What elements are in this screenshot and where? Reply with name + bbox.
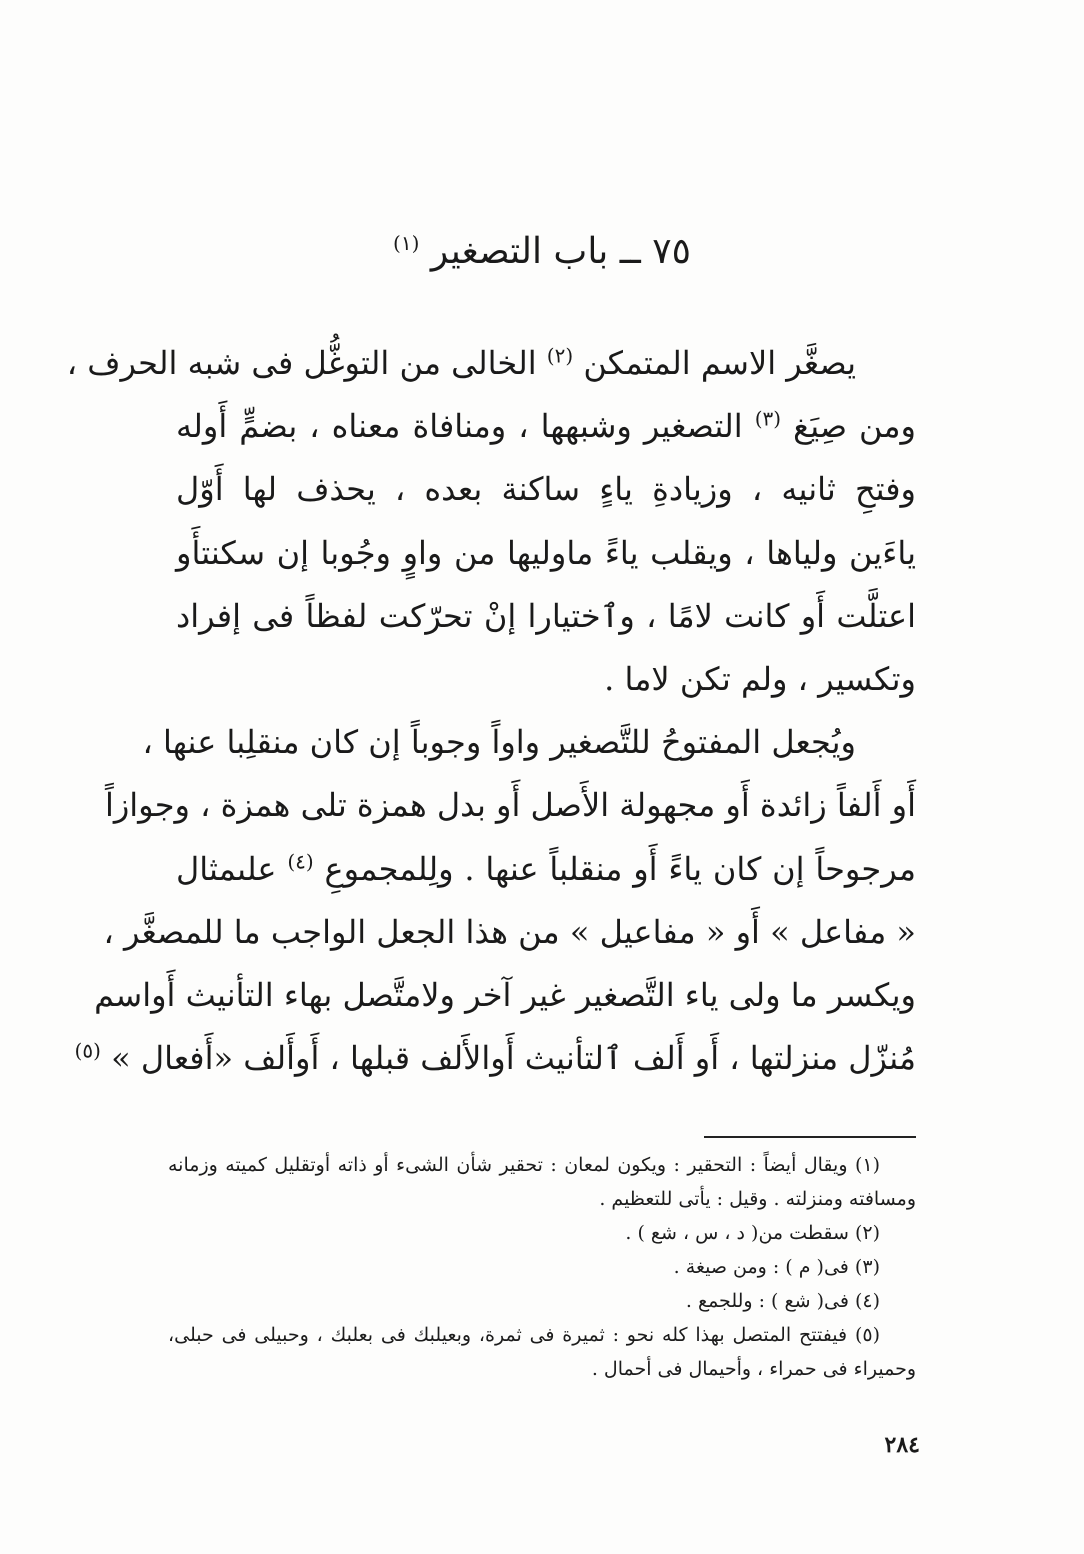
body-line-continuation: علىمثال bbox=[176, 849, 288, 888]
body-line-continuation: التصغير وشبهها ، ومنافاة معناه ، بضمٍّ أَوله bbox=[176, 407, 755, 446]
body-line bbox=[66, 332, 916, 395]
body-line bbox=[103, 901, 916, 964]
chapter-title bbox=[0, 228, 1084, 276]
footnotes bbox=[168, 1148, 916, 1386]
footnote-line: (٢) سقطت من( د ، س ، شع ) . bbox=[625, 1222, 880, 1244]
body-line-text: أَو أَلفاً زائدة أَو مجهولة الأَصل أَو بدل همزة تلى همزة ، وجوازاً bbox=[104, 786, 916, 825]
body-text bbox=[66, 332, 917, 1090]
body-line bbox=[176, 585, 916, 648]
body-line-text: وتكسير ، ولم تكن لاما . bbox=[604, 659, 916, 698]
chapter-title-text: ٧٥ ــ باب التصغير bbox=[430, 231, 691, 272]
body-line bbox=[94, 964, 916, 1027]
body-line bbox=[176, 458, 916, 521]
body-line bbox=[176, 395, 916, 458]
body-line-text: ومن صِيَغ bbox=[793, 407, 917, 446]
footnote-ref: (٤) bbox=[287, 848, 314, 873]
body-line-text: يصغَّر الاسم المتمكن bbox=[583, 344, 856, 382]
footnote-ref: (٢) bbox=[546, 343, 574, 368]
body-line-text: ويُجعل المفتوحُ للتَّصغير واواً وجوباً إن كان منقلِبا عنها ، bbox=[142, 723, 856, 762]
body-line-text: وفتحِ ثانيه ، وزيادةِ ياءٍ ساكنة بعده ، يحذف لها أَوّل bbox=[176, 470, 916, 509]
body-line bbox=[104, 774, 916, 837]
body-line-text: « مفاعل » أَو « مفاعيل » من هذا الجعل الواجب ما للمصغَّر ، bbox=[103, 912, 916, 951]
footnote-ref: (٥) bbox=[74, 1038, 101, 1063]
body-line bbox=[142, 711, 916, 774]
footnote-line: (١) ويقال أيضاً : التحقير : ويكون لمعان : تحقير شأن الشىء أو ذاته أوتقليل كميته وزمانه bbox=[168, 1154, 880, 1176]
body-line bbox=[176, 522, 916, 585]
footnote-line: ومسافته ومنزلته . وقيل : يأتى للتعظيم . bbox=[599, 1188, 916, 1210]
body-line-text: اعتلَّت أَو كانت لامًا ، وٱختيارا إنْ تحرّكت لفظاً فى إفراد bbox=[176, 596, 916, 635]
body-line-text: مرجوحاً إن كان ياءً أَو منقلباً عنها . ولِلمجموعِ bbox=[324, 849, 917, 888]
footnote-line: (٣) فى( م ) : ومن صيغة . bbox=[673, 1256, 880, 1278]
body-line-continuation: الخالى من التوغُّل فى شبه الحرف ، bbox=[66, 344, 547, 382]
footnote-line: (٥) فيفتتح المتصل بهذا كله نحو : ثميرة فى ثمرة، وبعيلبك فى بعلبك ، وحبيلى فى حبلى، bbox=[168, 1324, 880, 1346]
body-line-text: مُنزّل منزلتها ، أَو أَلف ٱلتأنيث أَوالأَلف قبلها ، أَوأَلف «أَفعال » bbox=[111, 1039, 916, 1078]
body-line-text: ياءَين ولياها ، ويقلب ياءً ماوليها من واوٍ وجُوبا إن سكنتأَو bbox=[176, 533, 916, 572]
chapter-footnote-ref: (١) bbox=[393, 231, 420, 255]
footnote-separator bbox=[704, 1136, 916, 1138]
footnote-line: وحميراء فى حمراء ، وأحيمال فى أحمال . bbox=[591, 1358, 916, 1380]
footnote-ref: (٣) bbox=[754, 406, 782, 431]
body-line bbox=[176, 838, 916, 901]
footnote-line: (٤) فى( شع ) : وللجمع . bbox=[685, 1290, 880, 1312]
page-number: ٢٨٤ bbox=[884, 1432, 920, 1458]
body-line bbox=[176, 648, 916, 711]
body-line bbox=[74, 1027, 916, 1090]
body-line-text: ويكسر ما ولى ياء التَّصغير غير آخر ولامتَّصل بهاء التأنيث أَواسم bbox=[94, 975, 916, 1014]
